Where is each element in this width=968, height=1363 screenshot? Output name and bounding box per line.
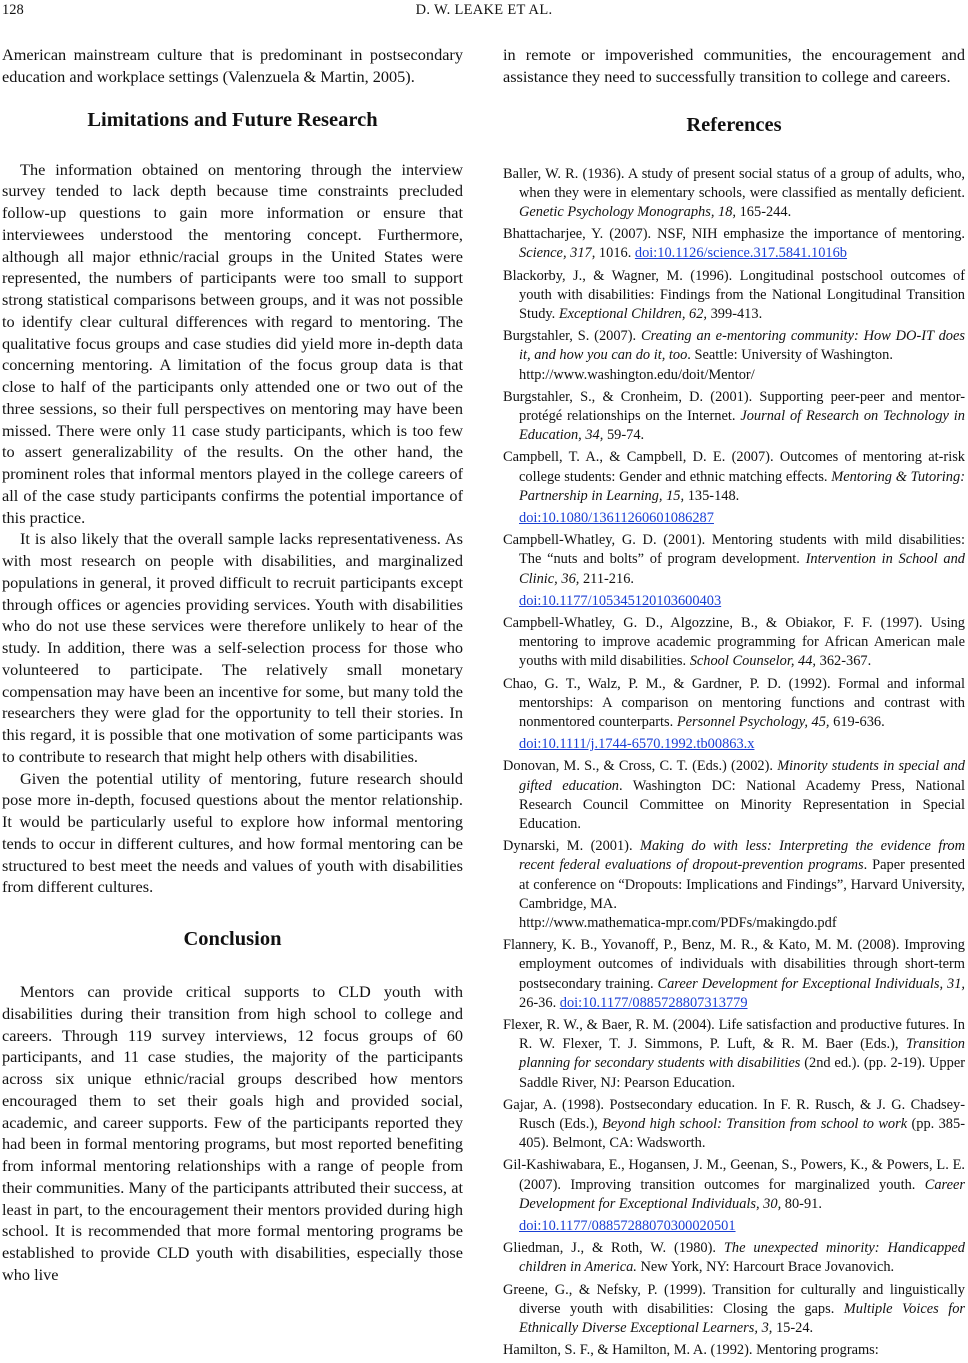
doi-link[interactable]: doi:10.1126/science.317.5841.1016b [634,245,848,262]
reference-list [503,165,965,1361]
reference-text: (2nd ed.). (pp. 2-19). Upper Saddle River, NJ: Pearson Education. [519,1055,966,1091]
reference-entry [503,225,965,263]
reference-entry [503,1341,965,1360]
reference-source: School Counselor, 44, [689,653,817,670]
reference-source: Exceptional Children, 62, [558,305,708,322]
reference-text: 1016. [595,245,635,262]
reference-source: Personnel Psychology, 45, [676,713,830,730]
section-heading-references: References [686,113,782,136]
reference-entry [503,531,965,611]
reference-entry [503,1239,965,1277]
reference-text: New York, NY: Harcourt Brace Jovanovich. [636,1259,895,1276]
reference-entry [503,448,965,528]
doi-line [519,1217,965,1236]
running-head: D. W. LEAKE ET AL. [415,2,553,18]
reference-entry [503,614,965,672]
reference-entry [503,936,965,1013]
paragraph: Mentors can provide critical supports to CLD youth with disabilities during their transition from high school to college and careers. Through 119 survey interviews, 12 focus groups of 60 participants, and 11 case studies, the majority of the participants across six unique ethnic/racial groups described how mentors encouraged them to set their goals high and provided social, academic, and career supports. Few of the participants reported they had been in formal mentoring programs, but most reported benefiting from informal mentoring relationships with a range of people from their communities. Many of the participants attributed their success, at least in part, to the encouragement their mentors provided during high school. It is recommended that more formal mentoring programs be established to provide CLD youth with disabilities, especially those who live [2,982,463,1284]
reference-text: 619-636. [829,713,885,730]
reference-text: 15-24. [772,1320,814,1337]
reference-entry [503,1156,965,1236]
reference-text: . Paper presented at conference on “Dropouts: Implications and Findings”, Harvard University, Cambridge, MA. [519,857,965,912]
paragraph: Given the potential utility of mentoring, future research should pose more in-depth, focused questions about the mentor relationship. It would be particularly useful to explore how informal mentoring tends to occur in different cultures, and how formal mentoring can be structured to best meet the needs and values of youth with disabilities from different cultures. [2,768,463,897]
reference-text: 80-91. [781,1195,822,1212]
reference-text: Donovan, M. S., & Cross, C. T. (Eds.) (2002). [503,758,778,775]
reference-text: 135-148. [684,487,740,504]
reference-source: Intervention in School and Clinic, 36, [519,551,965,587]
reference-text: Burgstahler, S., & Cronheim, D. (2001). Supporting peer-peer and mentor-protégé relationships on the Internet. [503,388,965,424]
doi-line [519,735,965,754]
reference-url: http://www.washington.edu/doit/Mentor/ [519,366,755,383]
right-column [503,44,965,1363]
reference-text: Campbell-Whatley, G. D., Algozzine, B., & Obiakor, F. F. (1997). Using mentoring to improve academic programming for African American male youths with mild disabilities. [503,614,965,670]
reference-source: Minority students in special and gifted education [519,758,966,794]
reference-text: Hamilton, S. F., & Hamilton, M. A. (1992). Mentoring programs: [503,1342,879,1359]
doi-line [519,592,965,611]
reference-text: 211-216. [579,570,634,587]
reference-text: Baller, W. R. (1936). A study of present social status of a group of adults, who, when they were in elementary schools, were classified as mentally deficient. [503,165,965,201]
reference-text: Campbell-Whatley, G. D. (2001). Mentoring students with mild disabilities: The “nuts and bolts” of program development. [503,532,965,568]
reference-text: Flexer, R. W., & Baer, R. M. (2004). Life satisfaction and productive futures. In R. W. Flexer, T. J. Simmons, P. Luft, & R. M. Baer (Eds.), [503,1017,965,1053]
reference-text: 399-413. [707,305,763,322]
reference-source: The unexpected minority: Handicapped children in America. [519,1240,965,1276]
reference-source: Science, 317, [519,245,596,262]
reference-entry [503,388,965,446]
doi-link[interactable]: doi:10.1080/13611260601086287 [519,509,714,526]
doi-link[interactable]: doi:10.1177/08857288070300020501 [519,1218,736,1235]
reference-text: Gliedman, J., & Roth, W. (1980). [503,1240,724,1257]
reference-source: Genetic Psychology Monographs, 18, [519,203,737,220]
reference-text: Blackorby, J., & Wagner, M. (1996). Longitudinal postschool outcomes of youth with disabilities: Findings from the National Longitudinal Transition Study. [503,267,965,322]
section-heading-limitations: Limitations and Future Research [87,108,378,131]
reference-text: Dynarski, M. (2001). [503,838,640,855]
reference-url: http://www.mathematica-mpr.com/PDFs/makingdo.pdf [519,915,837,932]
reference-text: Flannery, K. B., Yovanoff, P., Benz, M. R., & Kato, M. M. (2008). Improving employment outcomes of individuals with disabilities through short-term postsecondary training. [503,937,965,992]
reference-entry [503,267,965,325]
reference-entry [503,1281,965,1339]
doi-link[interactable]: doi:10.1177/0885728807313779 [559,994,748,1011]
running-header [0,2,968,24]
reference-text: 59-74. [603,427,645,444]
reference-entry [503,1096,965,1154]
reference-entry [503,675,965,755]
doi-line [519,509,965,528]
reference-text: Bhattacharjee, Y. (2007). NSF, NIH emphasize the importance of mentoring. [503,226,965,243]
paragraph: American mainstream culture that is predominant in postsecondary education and workplace settings (Valenzuela & Martin, 2005). [2,45,463,86]
left-column [2,44,463,1286]
paragraph: It is also likely that the overall sample lacks representativeness. As with most research on people with disabilities, and marginalized populations in general, it proved difficult to recruit participants except through offices or agencies providing services. Youth with disabilities who do not use these services were therefore unlikely to hear of the study. In addition, there was a self-selection process for those who volunteered to participate. The relatively small monetary compensation may have been an incentive for some, but many told the researchers they were glad for the opportunity to tell their stories. In this regard, it is possible that one motivation of some participants was to contribute to research that might help others with disabilities. [2,529,463,766]
reference-text: . Washington DC: National Academy Press, National Research Council Committee on Minority Representation in Special Education. [519,777,965,832]
reference-source: Journal of Research on Technology in Education, 34, [519,407,965,444]
reference-text: Chao, G. T., Walz, P. M., & Gardner, P. D. (1992). Formal and informal mentorships: A comparison on mentoring functions and contrast with nonmentored counterparts. [503,675,965,730]
doi-link[interactable]: doi:10.1111/j.1744-6570.1992.tb00863.x [519,736,755,753]
reference-source: Transition planning for secondary students with disabilities [519,1036,965,1072]
reference-text: Greene, G., & Nefsky, P. (1999). Transition for culturally and linguistically diverse youth with disabilities: Closing the gaps. [503,1281,965,1317]
reference-source: Making do with less: Interpreting the evidence from recent federal evaluations of dropout-prevention programs [519,838,965,874]
section-heading-conclusion: Conclusion [183,928,282,950]
reference-entry [503,327,965,385]
reference-source: Career Development for Exceptional Individuals, 30, [519,1176,965,1212]
reference-text: Gil-Kashiwabara, E., Hogansen, J. M., Geenan, S., Powers, K., & Powers, L. E. (2007). Improving transition outcomes for marginalized youth. [503,1157,965,1193]
reference-entry [503,165,965,223]
reference-text: Campbell, T. A., & Campbell, D. E. (2007). Outcomes of mentoring at-risk college students: Gender and ethnic matching effects. [503,449,965,485]
paragraph: The information obtained on mentoring through the interview survey tended to lack depth because time constraints precluded follow-up questions to gain more information or ensure that interviewees understood the mentoring concept. Furthermore, although all major ethnic/racial groups in the United States were represented, the numbers of participants were too small to support strong statistical comparisons between groups, and it was not possible to identify clear cultural differences with regard to mentoring. The qualitative focus groups and case studies did yield more in-depth data concerning mentoring. A limitation of the focus group data is that close to half of the participants only attended one or two out of the three sessions, so their full perspectives on mentoring may have been missed. There were only 11 case study participants, which is too few to assert generalizability of the results. On the other hand, the prominent roles that informal mentors played in the college careers of all of the case study participants confirms the potential importance of this practice. [2,159,463,527]
reference-source: Mentoring & Tutoring: Partnership in Learning, 15, [519,468,965,504]
reference-source: Creating an e-mentoring community: How DO-IT does it, and how you can do it, too [519,328,965,364]
reference-text: Burgstahler, S. (2007). [503,328,641,345]
reference-source: Multiple Voices for Ethnically Diverse Exceptional Learners, 3, [519,1300,965,1337]
reference-source: Career Development for Exceptional Individuals, 31, [657,975,965,992]
reference-entry [503,757,965,834]
reference-text: . Seattle: University of Washington. [687,347,893,364]
reference-text: (pp. 385-405). Belmont, CA: Wadsworth. [519,1116,965,1152]
reference-text: Gajar, A. (1998). Postsecondary education. In F. R. Rusch, & J. G. Chadsey-Rusch (Eds.), [503,1096,965,1133]
page-number: 128 [2,2,24,18]
reference-text: 362-367. [816,653,872,670]
reference-source: Beyond high school: Transition from school to work [602,1116,908,1133]
reference-entry [503,1016,965,1093]
reference-entry [503,837,965,933]
doi-link[interactable]: doi:10.1177/105345120103600403 [519,592,722,609]
reference-text: 165-244. [736,203,792,220]
paragraph: in remote or impoverished communities, the encouragement and assistance they need to successfully transition to college and careers. [503,45,965,86]
reference-text: 26-36. [519,994,560,1011]
